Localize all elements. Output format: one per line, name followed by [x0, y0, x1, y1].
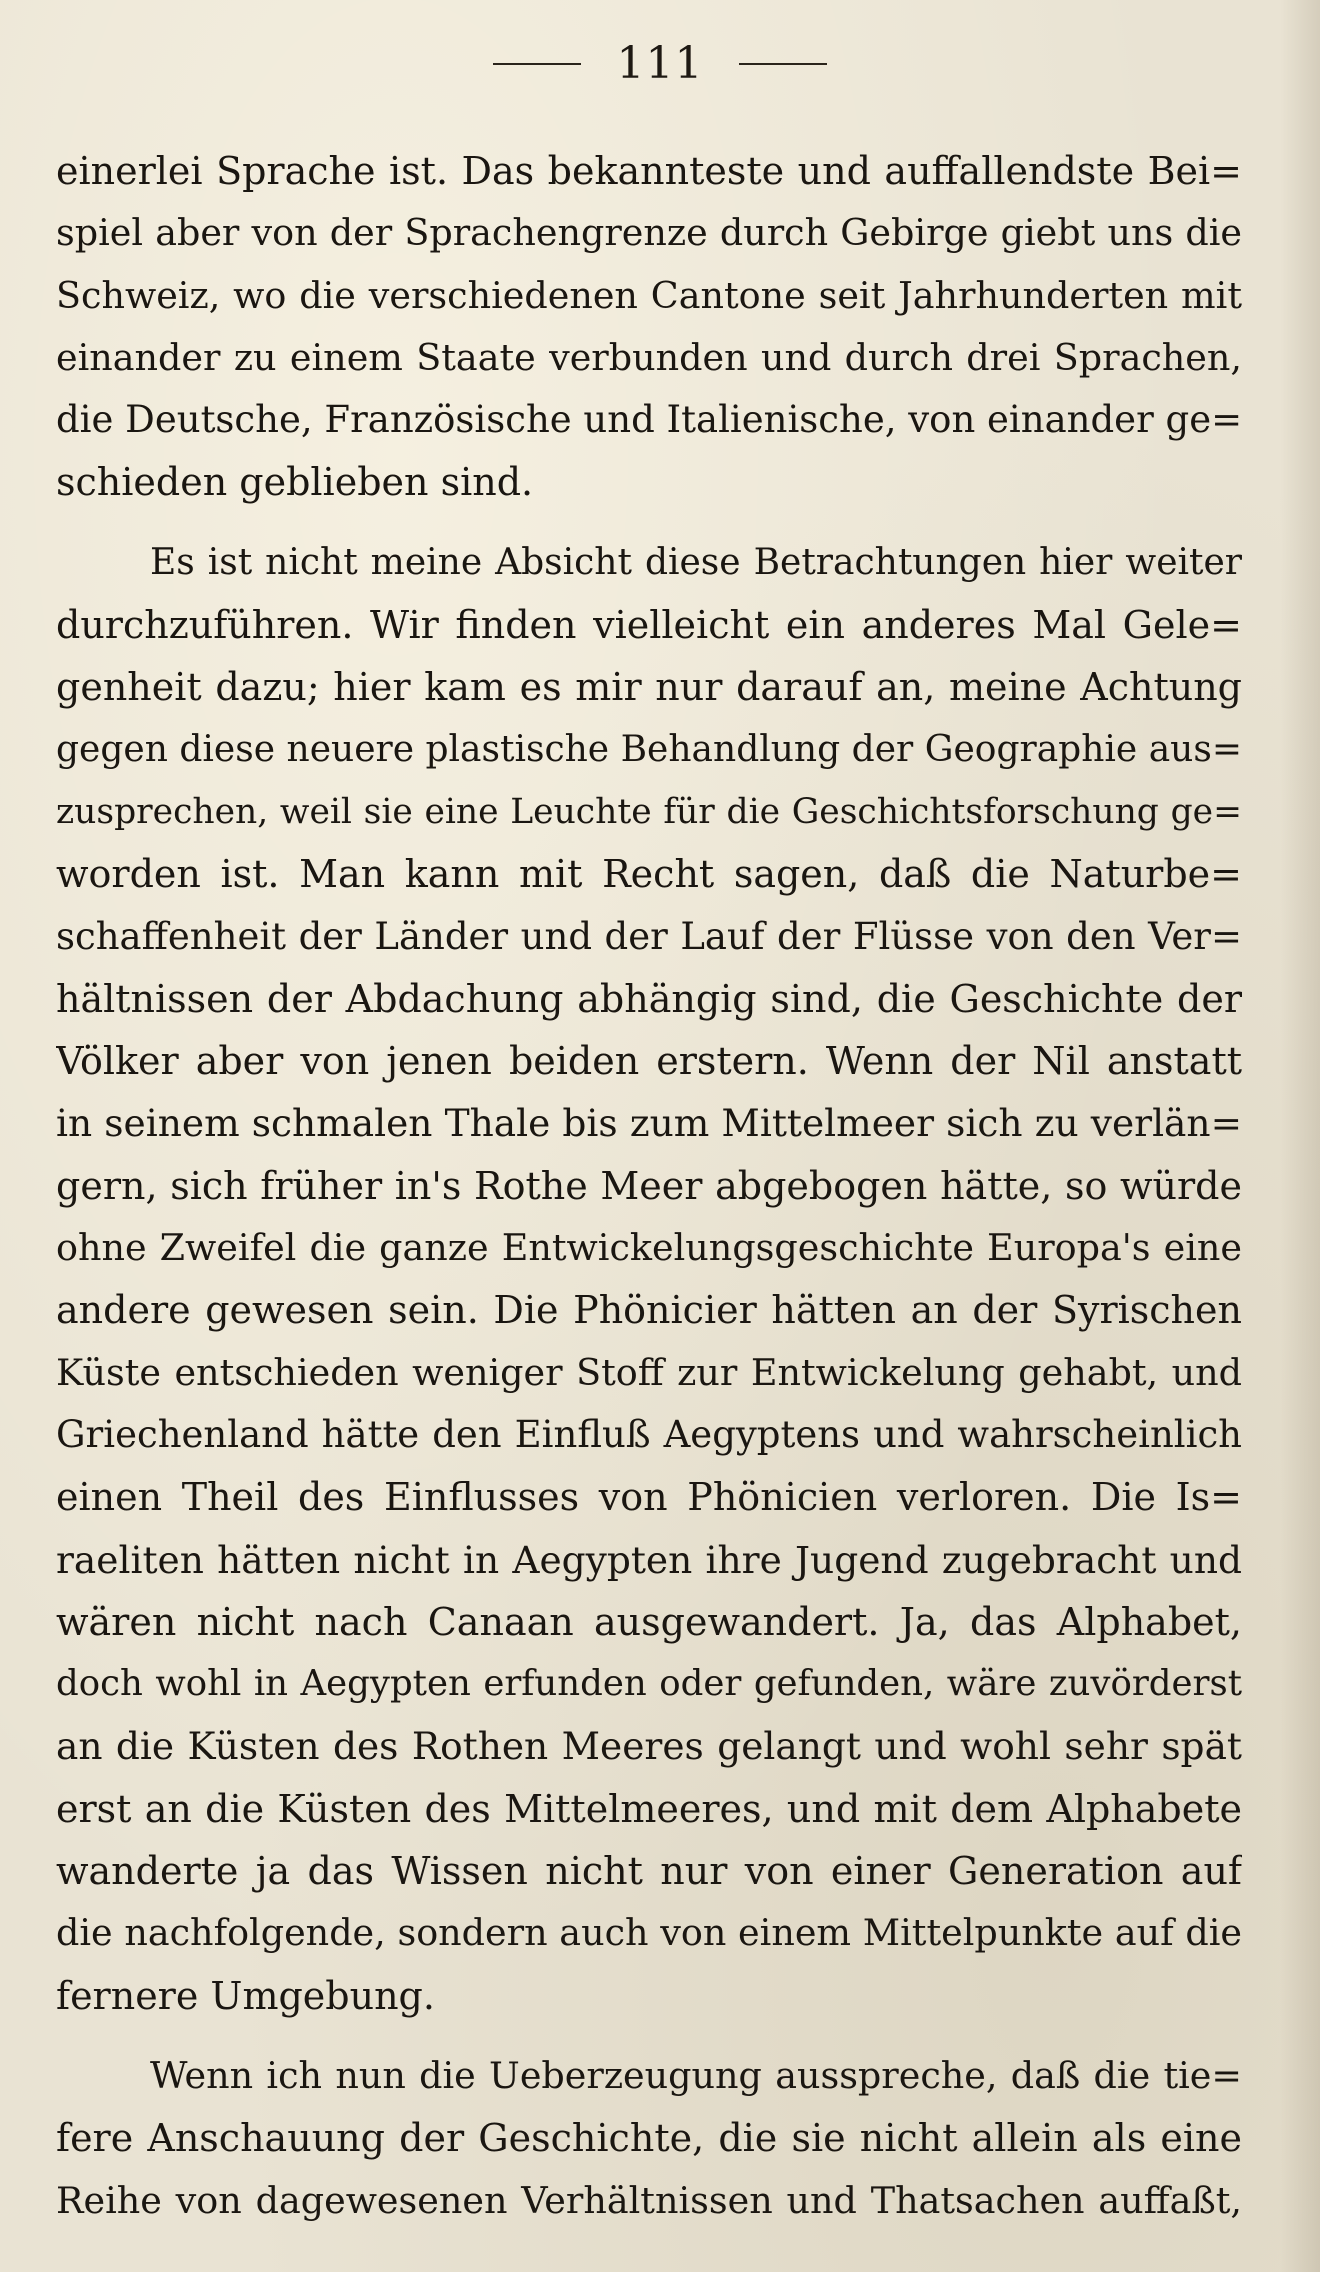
text-line: schieden geblieben sind. — [56, 460, 534, 505]
text-line: einerlei Sprache ist. Das bekannteste und auffallendste Bei= — [56, 149, 1242, 193]
text-line: worden ist. Man kann mit Recht sagen, daß die Naturbe= — [56, 852, 1242, 897]
text-line: fere Anschauung der Geschichte, die sie nicht allein als eine — [56, 2116, 1242, 2161]
paragraph-gap — [56, 2027, 1242, 2045]
body-text — [56, 140, 1242, 2232]
paragraph — [56, 532, 1242, 2027]
text-line: Küste entschieden weniger Stoff zur Entwickelung gehabt, und — [56, 1350, 1242, 1394]
header-rule-left — [493, 63, 581, 65]
text-line: an die Küsten des Rothen Meeres gelangt und wohl sehr spät — [56, 1724, 1242, 1769]
text-line: die Deutsche, Französische und Italienische, von einander ge= — [56, 398, 1242, 442]
text-line: Wenn ich nun die Ueberzeugung ausspreche, daß die tie= — [150, 2053, 1242, 2097]
text-line: wären nicht nach Canaan ausgewandert. Ja, das Alphabet, — [56, 1599, 1242, 1644]
text-line: wanderte ja das Wissen nicht nur von einer Generation auf — [56, 1849, 1242, 1894]
text-line: genheit dazu; hier kam es mir nur darauf an, meine Achtung — [56, 665, 1242, 710]
text-line: andere gewesen sein. Die Phönicier hätten an der Syrischen — [56, 1288, 1242, 1333]
text-line: gegen diese neuere plastische Behandlung der Geographie aus= — [56, 728, 1242, 770]
text-line: hältnissen der Abdachung abhängig sind, die Geschichte der — [56, 976, 1242, 1021]
text-line: doch wohl in Aegypten erfunden oder gefunden, wäre zuvörderst — [56, 1663, 1242, 1705]
text-line: zusprechen, weil sie eine Leuchte für die Geschichtsforschung ge= — [56, 791, 1242, 832]
text-line: gern, sich früher in's Rothe Meer abgebogen hätte, so würde — [56, 1163, 1242, 1208]
text-line: fernere Umgebung. — [56, 1973, 435, 2018]
text-line: Griechenland hätte den Einfluß Aegyptens und wahrscheinlich — [56, 1412, 1242, 1456]
text-line: spiel aber von der Sprachengrenze durch Gebirge giebt uns die — [56, 211, 1242, 255]
text-line: ohne Zweifel die ganze Entwickelungsgeschichte Europa's eine — [56, 1226, 1242, 1270]
page-number: 111 — [616, 38, 704, 89]
paragraph — [56, 140, 1242, 514]
text-line: Völker aber von jenen beiden erstern. Wenn der Nil anstatt — [56, 1039, 1242, 1084]
text-line: Schweiz, wo die verschiedenen Cantone seit Jahrhunderten mit — [56, 273, 1242, 317]
header-rule-right — [739, 63, 827, 65]
text-line: raeliten hätten nicht in Aegypten ihre Jugend zugebracht und — [56, 1537, 1242, 1582]
text-line: einen Theil des Einflusses von Phönicien verloren. Die Is= — [56, 1475, 1242, 1520]
text-line: erst an die Küsten des Mittelmeeres, und mit dem Alphabete — [56, 1786, 1242, 1831]
page-header — [0, 38, 1320, 89]
text-line: schaffenheit der Länder und der Lauf der Flüsse von den Ver= — [56, 914, 1242, 958]
page-edge-shadow — [1280, 0, 1320, 2272]
paragraph — [56, 2045, 1242, 2232]
text-line: Es ist nicht meine Absicht diese Betrachtungen hier weiter — [150, 541, 1242, 583]
paragraph-gap — [56, 514, 1242, 532]
text-line: in seinem schmalen Thale bis zum Mittelmeer sich zu verlän= — [56, 1101, 1242, 1146]
text-line: Reihe von dagewesenen Verhältnissen und Thatsachen auffaßt, — [56, 2178, 1242, 2222]
text-line: einander zu einem Staate verbunden und durch drei Sprachen, — [56, 335, 1242, 379]
text-line: die nachfolgende, sondern auch von einem Mittelpunkte auf die — [56, 1911, 1242, 1955]
text-line: durchzuführen. Wir finden vielleicht ein anderes Mal Gele= — [56, 603, 1242, 648]
